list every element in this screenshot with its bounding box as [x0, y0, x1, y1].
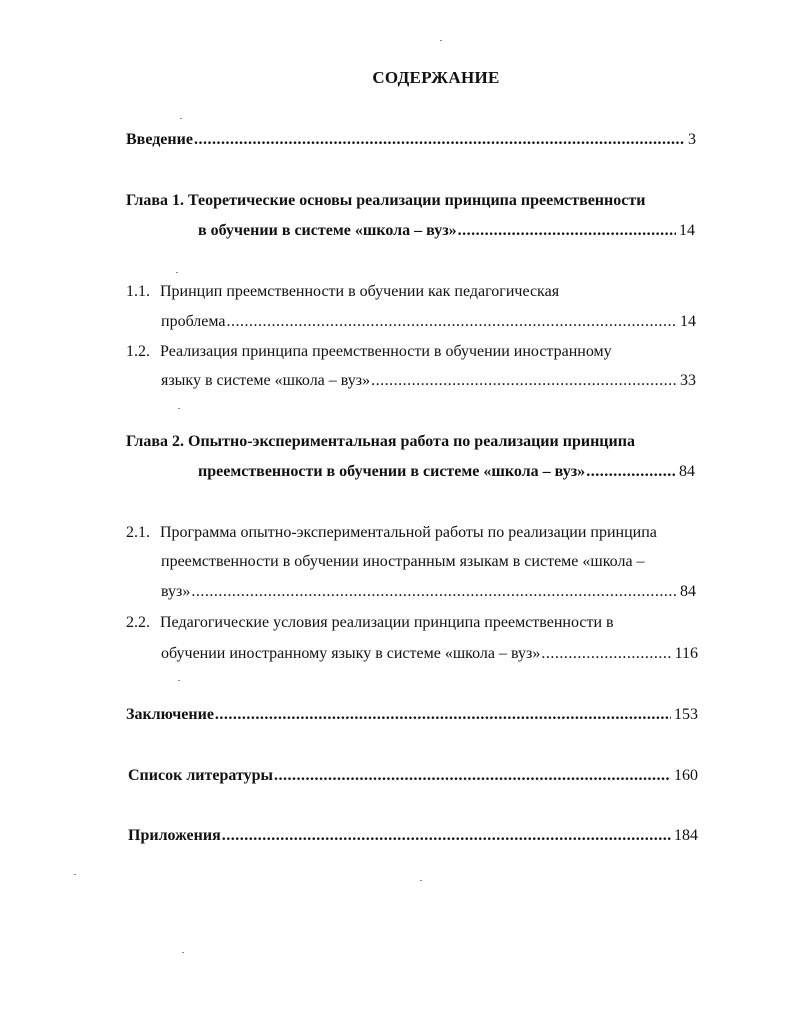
- scan-speck: [178, 408, 180, 409]
- toc-chapter-1-line-1: Глава 1. Теоретические основы реализации принципа преемственности: [126, 192, 646, 209]
- toc-page-number: 160: [674, 767, 698, 784]
- toc-section-2-2-line-1: 2.2. Педагогические условия реализации принципа преемственности в: [126, 614, 614, 631]
- section-number: 1.1.: [126, 283, 150, 300]
- toc-chapter-1-line-2: в обучении в системе «школа – вуз» ..... 14: [198, 221, 695, 241]
- section-number: 1.2.: [126, 343, 150, 360]
- scan-speck: [420, 880, 422, 881]
- toc-page-number: 3: [688, 131, 696, 148]
- toc-chapter-2-line-1: Глава 2. Опытно-экспериментальная работа по реализации принципа: [126, 433, 635, 450]
- scan-speck: [180, 118, 182, 119]
- toc-label: Введение: [126, 131, 193, 148]
- scan-speck: [182, 952, 184, 953]
- toc-entry-appendices: Приложения ..... 184: [128, 826, 698, 846]
- scan-speck: [440, 40, 442, 41]
- toc-page-number: 33: [680, 372, 696, 389]
- toc-section-1-1-line-1: 1.1. Принцип преемственности в обучении как педагогическая: [126, 283, 560, 300]
- toc-section-1-2-line-2: языку в системе «школа – вуз» ..... 33: [161, 371, 696, 391]
- toc-section-2-1-line-1: 2.1. Программа опытно-экспериментальной работы по реализации принципа: [126, 524, 657, 541]
- section-number: 2.2.: [126, 614, 150, 631]
- toc-section-2-2-line-2: обучении иностранному языку в системе «школа – вуз» ..... 116: [161, 644, 698, 664]
- scan-speck: [176, 272, 178, 273]
- toc-page-number: 153: [674, 706, 698, 723]
- toc-page-number: 116: [674, 645, 698, 662]
- toc-section-2-1-line-2: преемственности в обучении иностранным языкам в системе «школа –: [161, 553, 645, 570]
- scan-speck: [74, 874, 76, 875]
- toc-page-number: 14: [679, 222, 695, 239]
- page-title: СОДЕРЖАНИЕ: [372, 68, 500, 87]
- toc-entry-intro: [126, 130, 696, 150]
- section-number: 2.1.: [126, 524, 150, 541]
- toc-entry-conclusion: Заключение ..... 153: [126, 705, 698, 725]
- scan-speck: [178, 680, 180, 681]
- toc-section-2-1-line-3: вуз» ..... 84: [161, 582, 696, 602]
- toc-page-number: 84: [679, 463, 695, 480]
- toc-page-number: 14: [680, 313, 696, 330]
- toc-chapter-2-line-2: преемственности в обучении в системе «школа – вуз» ..... 84: [198, 462, 695, 482]
- toc-page-number: 84: [680, 583, 696, 600]
- toc-section-1-1-line-2: проблема ..... 14: [161, 312, 696, 332]
- toc-page-number: 184: [674, 827, 698, 844]
- toc-section-1-2-line-1: 1.2. Реализация принципа преемственности в обучении иностранному: [126, 343, 612, 360]
- toc-entry-references: Список литературы ..... 160: [128, 766, 698, 786]
